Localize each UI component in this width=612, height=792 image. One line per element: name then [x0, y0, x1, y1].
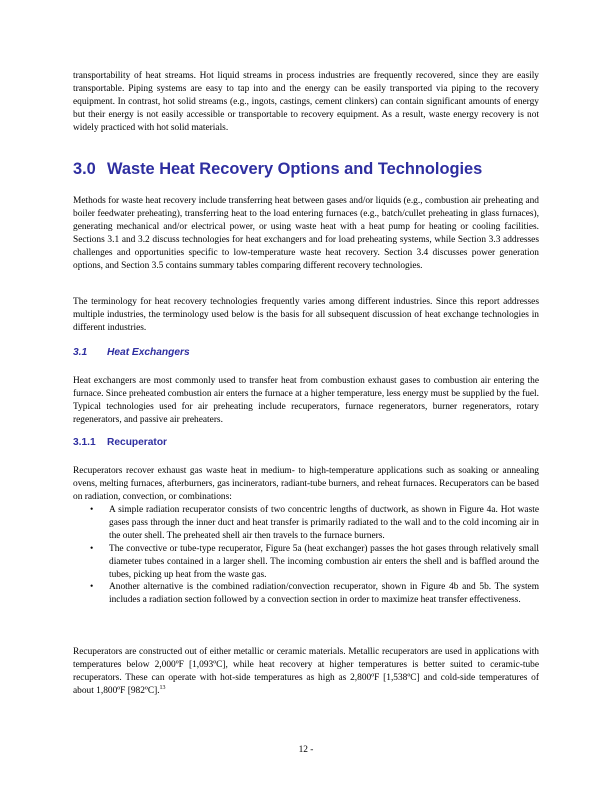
recuperator-intro-paragraph: Recuperators recover exhaust gas waste heat in medium- to high-temperature applications such as soaking or annealing ovens, melting furnaces, afterburners, gas incinerators, radiant-tube burners, and reheat furnaces. Recuperators can be based on radiation, convection, or combinations:	[73, 466, 539, 502]
section-paragraph-terminology: The terminology for heat recovery technologies frequently varies among different industries. Since this report addresses multiple industries, the terminology used below is the basis for all subsequent discussion of heat exchange technologies in different industries.	[73, 297, 539, 333]
page-number: 12 -	[298, 745, 314, 755]
intro-paragraph: transportability of heat streams. Hot liquid streams in process industries are frequently recovered, since they are easily transportable. Piping systems are easy to tap into and the energy can be easily transported via piping to the recovery equipment. In contrast, hot solid streams (e.g., ingots, castings, cement clinkers) can contain significant amounts of energy but their energy is not easily accessible or transportable to recovery equipment. As a result, waste energy recovery is not widely practiced with hot solid materials.	[73, 71, 539, 133]
bullet-icon: •	[90, 543, 94, 554]
list-item-text: Another alternative is the combined radiation/convection recuperator, shown in Figure 4b and 5b. The system includes a radiation section followed by a convection section in order to maximize heat transfer effectiveness.	[109, 582, 539, 606]
subsubsection-heading	[73, 437, 167, 448]
list-item-text: A simple radiation recuperator consists of two concentric lengths of ductwork, as shown in Figure 4a. Hot waste gases pass through the inner duct and heat transfer is primarily radiated to the wall and to the cold incoming air in the outer shell. The preheated shell air then travels to the furnace burners.	[109, 505, 539, 541]
subsubsection-title: Recuperator	[107, 437, 168, 448]
subsection-title: Heat Exchangers	[107, 347, 190, 358]
list-item-text: The convective or tube-type recuperator, Figure 5a (heat exchanger) passes the hot gases through relatively small diameter tubes contained in a larger shell. The incoming combustion air enters the shell and is baffled around the tubes, picking up heat from the waste gas.	[109, 543, 539, 580]
footnote-reference: 13	[159, 684, 166, 691]
section-title: Waste Heat Recovery Options and Technologies	[107, 160, 483, 178]
subsection-number: 3.1	[73, 347, 88, 358]
section-number: 3.0	[73, 160, 96, 178]
recuperator-bullet-list	[73, 504, 539, 607]
subsection-heading	[73, 347, 190, 358]
list-item	[73, 543, 539, 582]
list-item	[73, 504, 539, 543]
section-heading	[73, 160, 482, 179]
closing-text: Recuperators are constructed out of either metallic or ceramic materials. Metallic recuperators are used in applications with temperatures below 2,000ºF [1,093ºC], while heat recovery at higher temperatures is better suited to ceramic-tube recuperators. These can operate with hot-side temperatures as high as 2,800ºF [1,538ºC] and cold-side temperatures of about 1,800ºF [982ºC].	[73, 647, 539, 696]
subsubsection-number: 3.1.1	[73, 437, 96, 448]
list-item	[73, 581, 539, 607]
section-paragraph-methods: Methods for waste heat recovery include transferring heat between gases and/or liquids (e.g., combustion air preheating and boiler feedwater preheating), transferring heat to the load entering furnaces (e.g., batch/cullet preheating in glass furnaces), generating mechanical and/or electrical power, or using waste heat with a heat pump for heating or cooling facilities. Sections 3.1 and 3.2 discuss technologies for heat exchangers and for load preheating systems, while Section 3.3 addresses challenges and opportunities specific to low-temperature waste heat recovery. Section 3.4 discusses power generation options, and Section 3.5 contains summary tables comparing different recovery technologies.	[73, 196, 539, 271]
subsection-paragraph: Heat exchangers are most commonly used to transfer heat from combustion exhaust gases to combustion air entering the furnace. Since preheated combustion air enters the furnace at a higher temperature, less energy must be supplied by the fuel. Typical technologies used for air preheating include recuperators, furnace regenerators, burner regenerators, rotary regenerators, and passive air preheaters.	[73, 376, 539, 425]
bullet-icon: •	[90, 505, 94, 515]
bullet-icon: •	[90, 582, 94, 593]
recuperator-closing-paragraph	[73, 646, 539, 698]
